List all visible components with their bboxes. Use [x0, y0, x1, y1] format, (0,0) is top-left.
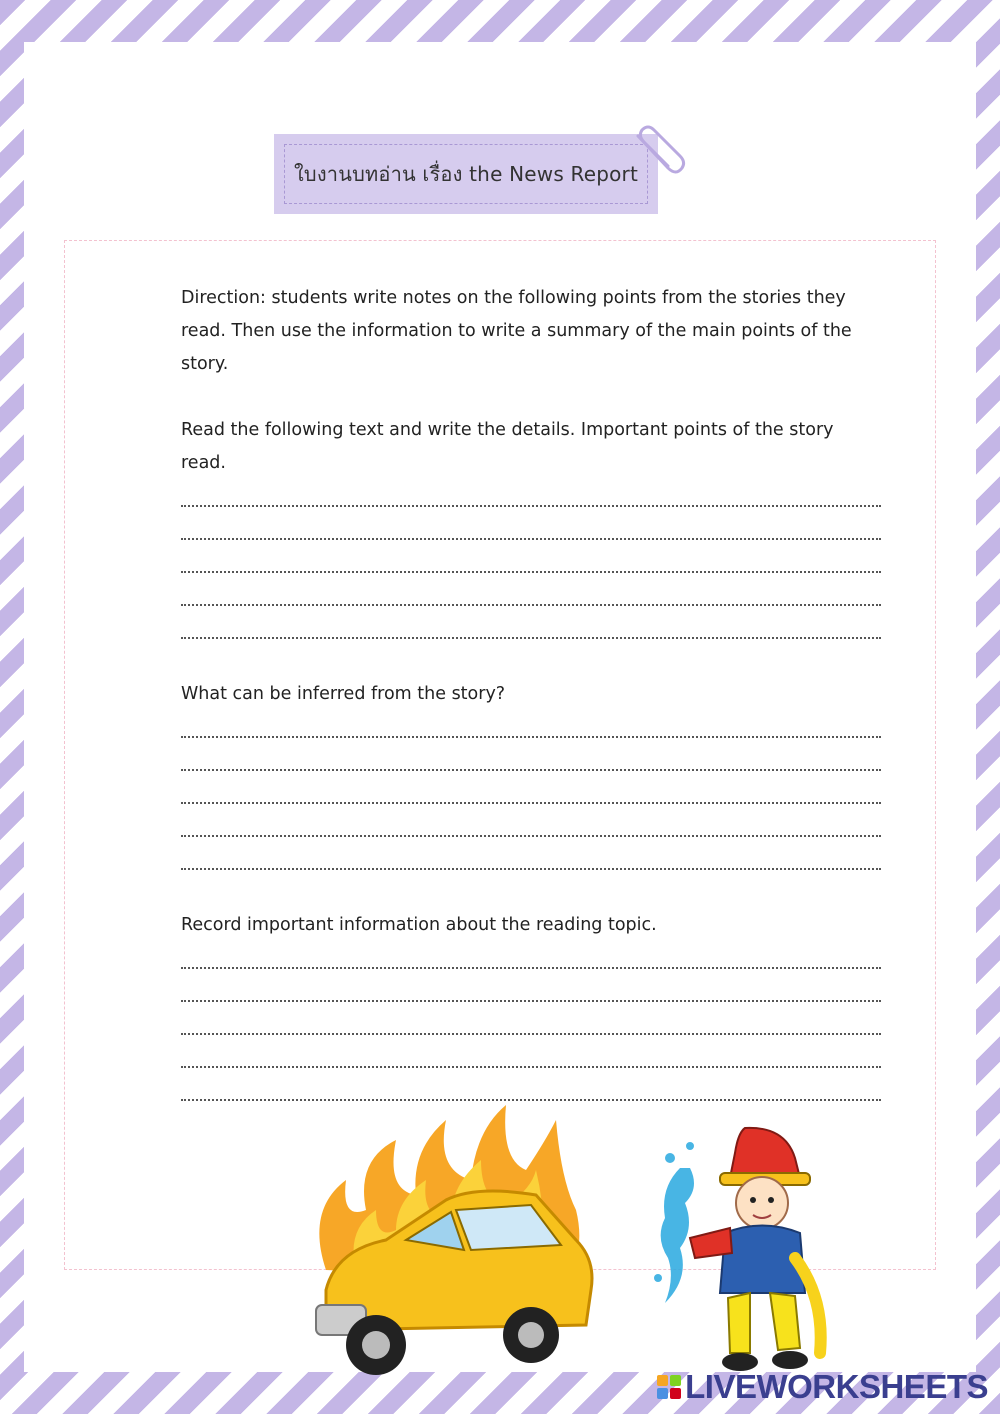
worksheet-content — [181, 282, 881, 1107]
answer-line[interactable] — [181, 936, 881, 969]
liveworksheets-logo-icon — [657, 1375, 681, 1399]
answer-line[interactable] — [181, 705, 881, 738]
answer-line[interactable] — [181, 606, 881, 639]
answer-line[interactable] — [181, 1068, 881, 1101]
answer-line[interactable] — [181, 969, 881, 1002]
answer-line[interactable] — [181, 1002, 881, 1035]
answer-line[interactable] — [181, 771, 881, 804]
worksheet-title: ใบงานบทอ่าน เรื่อง the News Report — [284, 144, 648, 204]
liveworksheets-logo — [657, 1368, 988, 1406]
answer-line[interactable] — [181, 1035, 881, 1068]
answer-line[interactable] — [181, 474, 881, 507]
firefighter-illustration — [650, 1118, 830, 1378]
worksheet-page — [24, 42, 976, 1372]
answer-line[interactable] — [181, 837, 881, 870]
section-3-answer-lines[interactable] — [181, 942, 881, 1107]
answer-line[interactable] — [181, 540, 881, 573]
brand-name: LIVEWORKSHEETS — [685, 1368, 988, 1405]
answer-line[interactable] — [181, 738, 881, 771]
section-1-answer-lines[interactable] — [181, 480, 881, 645]
answer-line[interactable] — [181, 804, 881, 837]
title-banner — [274, 134, 658, 214]
paperclip-icon — [630, 122, 690, 182]
answer-line[interactable] — [181, 573, 881, 606]
answer-line[interactable] — [181, 507, 881, 540]
burning-car-illustration — [286, 1100, 606, 1380]
section-2-answer-lines[interactable] — [181, 711, 881, 876]
section-3-prompt: Record important information about the reading topic. — [181, 915, 657, 935]
section-2-prompt: What can be inferred from the story? — [181, 684, 506, 704]
direction-text: Direction: students write notes on the following points from the stories they read. Then use the information to write a summary of the main points of the story. — [181, 288, 852, 374]
section-1-prompt: Read the following text and write the details. Important points of the story read. — [181, 420, 834, 473]
